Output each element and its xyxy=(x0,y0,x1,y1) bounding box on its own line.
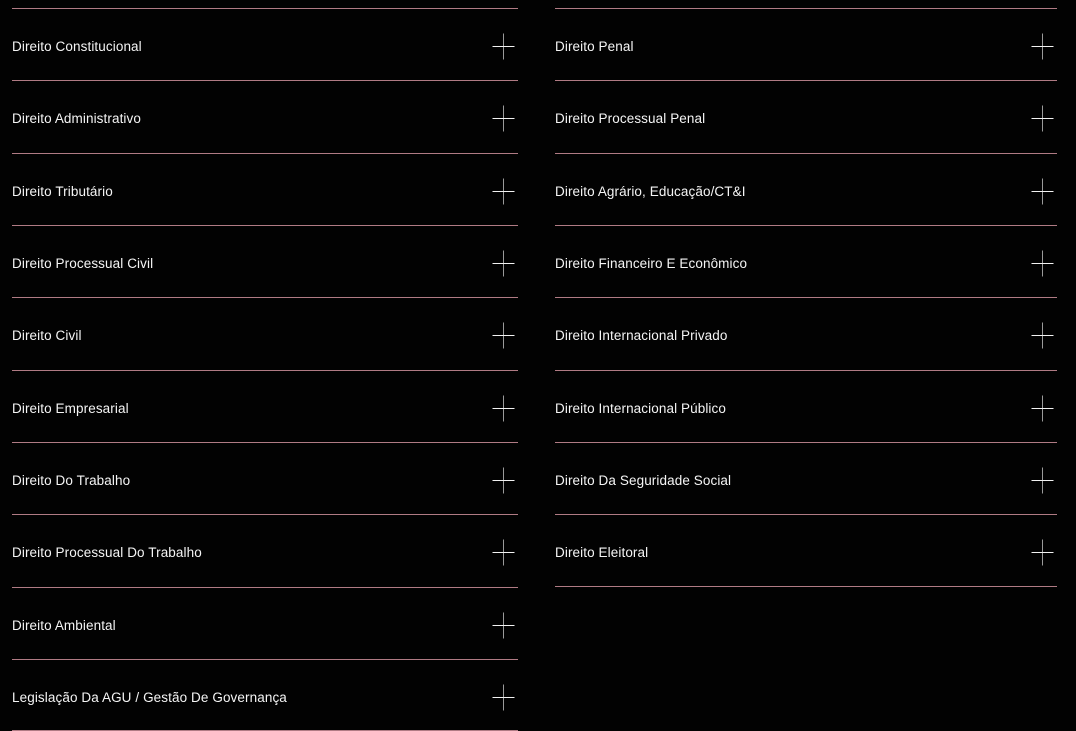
plus-expand-icon[interactable] xyxy=(492,684,515,711)
accordion-item-label: Direito Processual Civil xyxy=(12,256,154,272)
plus-expand-icon[interactable] xyxy=(492,178,515,205)
accordion-item[interactable] xyxy=(12,8,518,80)
accordion-item-label: Direito Internacional Privado xyxy=(555,328,728,344)
accordion-item[interactable] xyxy=(555,514,1057,586)
accordion-item[interactable] xyxy=(12,225,518,297)
accordion-item-label: Direito Internacional Público xyxy=(555,400,726,416)
accordion-item[interactable] xyxy=(12,514,518,586)
plus-expand-icon[interactable] xyxy=(492,539,515,566)
accordion-item-label: Direito Administrativo xyxy=(12,111,141,127)
accordion-item[interactable] xyxy=(12,659,518,731)
plus-expand-icon[interactable] xyxy=(1031,467,1054,494)
accordion-column-2 xyxy=(555,8,1057,731)
plus-expand-icon[interactable] xyxy=(1031,105,1054,132)
plus-expand-icon[interactable] xyxy=(492,105,515,132)
accordion-item-label: Direito Penal xyxy=(555,39,634,55)
accordion-item[interactable] xyxy=(555,225,1057,297)
accordion-item-label: Direito Empresarial xyxy=(12,400,129,416)
accordion-item[interactable] xyxy=(12,442,518,514)
accordion-item-label: Direito Civil xyxy=(12,328,82,344)
accordion-item-label: Direito Financeiro E Econômico xyxy=(555,256,748,272)
accordion-item[interactable] xyxy=(12,297,518,369)
accordion-item[interactable] xyxy=(12,153,518,225)
accordion-item-label: Direito Da Seguridade Social xyxy=(555,473,732,489)
plus-expand-icon[interactable] xyxy=(1031,250,1054,277)
accordion-item[interactable] xyxy=(555,370,1057,442)
accordion-item-label: Direito Eleitoral xyxy=(555,544,649,560)
plus-expand-icon[interactable] xyxy=(492,250,515,277)
accordion-item-label: Direito Tributário xyxy=(12,183,113,199)
plus-expand-icon[interactable] xyxy=(1031,539,1054,566)
accordion-item-label: Direito Constitucional xyxy=(12,39,142,55)
plus-expand-icon[interactable] xyxy=(1031,178,1054,205)
accordion-item[interactable] xyxy=(555,8,1057,80)
accordion-item[interactable] xyxy=(12,587,518,659)
accordion-item[interactable] xyxy=(555,153,1057,225)
accordion-column-1 xyxy=(12,8,518,731)
accordion-item-label: Direito Processual Penal xyxy=(555,111,706,127)
plus-expand-icon[interactable] xyxy=(492,395,515,422)
accordion-item[interactable] xyxy=(12,80,518,152)
accordion-item-label: Direito Processual Do Trabalho xyxy=(12,545,202,561)
accordion-item[interactable] xyxy=(555,80,1057,152)
plus-expand-icon[interactable] xyxy=(1031,395,1054,422)
accordion-item[interactable] xyxy=(12,370,518,442)
plus-expand-icon[interactable] xyxy=(492,322,515,349)
accordion-item-label: Direito Agrário, Educação/CT&I xyxy=(555,183,746,199)
plus-expand-icon[interactable] xyxy=(492,33,515,60)
plus-expand-icon[interactable] xyxy=(1031,33,1054,60)
accordion-item[interactable] xyxy=(555,297,1057,369)
accordion-item[interactable] xyxy=(555,442,1057,514)
accordion-item-label: Direito Ambiental xyxy=(12,617,116,633)
plus-expand-icon[interactable] xyxy=(492,612,515,639)
plus-expand-icon[interactable] xyxy=(1031,322,1054,349)
accordion-item-label: Legislação Da AGU / Gestão De Governança xyxy=(12,689,287,705)
accordion-item-label: Direito Do Trabalho xyxy=(12,473,131,489)
plus-expand-icon[interactable] xyxy=(492,467,515,494)
